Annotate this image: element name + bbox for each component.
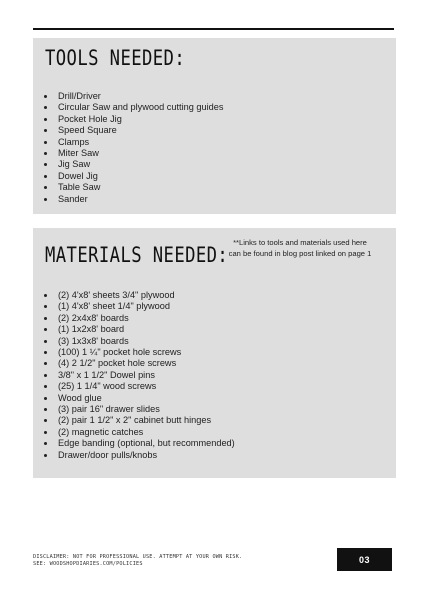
top-divider [33, 28, 394, 30]
list-item: • (2) magnetic catches [56, 427, 235, 438]
list-item: • Speed Square [56, 125, 223, 136]
links-note-line-2: can be found in blog post linked on page 1 [228, 249, 372, 258]
tools-heading: TOOLS NEEDED: [45, 46, 186, 70]
list-item: • (2) pair 1 1/2" x 2" cabinet butt hinges [56, 415, 235, 426]
list-item: • (2) 4'x8' sheets 3/4" plywood [56, 290, 235, 301]
list-item: • Pocket Hole Jig [56, 114, 223, 125]
list-item: • (3) 1x3x8' boards [56, 336, 235, 347]
disclaimer-line-1: DISCLAIMER: NOT FOR PROFESSIONAL USE. ATTEMPT AT YOUR OWN RISK. [33, 554, 243, 560]
links-note-line-1: **Links to tools and materials used here [233, 238, 367, 247]
list-item: • Drill/Driver [56, 91, 223, 102]
list-item: • (1) 4'x8' sheet 1/4" plywood [56, 301, 235, 312]
list-item: • Jig Saw [56, 159, 223, 170]
materials-heading: MATERIALS NEEDED: [45, 243, 229, 267]
list-item: • (1) 1x2x8' board [56, 324, 235, 335]
list-item: • Edge banding (optional, but recommended) [56, 438, 235, 449]
disclaimer-line-2: SEE: WOODSHOPDIARIES.COM/POLICIES [33, 561, 143, 567]
list-item: • Circular Saw and plywood cutting guides [56, 102, 223, 113]
list-item: • Dowel Jig [56, 171, 223, 182]
materials-needed-section [33, 228, 396, 478]
tools-needed-section [33, 38, 396, 214]
list-item: • Clamps [56, 137, 223, 148]
page-number: 03 [337, 548, 392, 571]
list-item: • Sander [56, 194, 223, 205]
tools-list [45, 91, 223, 205]
list-item: • (3) pair 16" drawer slides [56, 404, 235, 415]
list-item: • Drawer/door pulls/knobs [56, 450, 235, 461]
list-item: • 3/8" x 1 1/2" Dowel pins [56, 370, 235, 381]
materials-list [45, 290, 235, 461]
list-item: • (25) 1 1/4" wood screws [56, 381, 235, 392]
list-item: • (4) 2 1/2" pocket hole screws [56, 358, 235, 369]
links-note [220, 237, 380, 259]
list-item: • Wood glue [56, 393, 235, 404]
list-item: • (100) 1 ¼" pocket hole screws [56, 347, 235, 358]
list-item: • Table Saw [56, 182, 223, 193]
disclaimer [33, 554, 242, 568]
list-item: • Miter Saw [56, 148, 223, 159]
list-item: • (2) 2x4x8' boards [56, 313, 235, 324]
